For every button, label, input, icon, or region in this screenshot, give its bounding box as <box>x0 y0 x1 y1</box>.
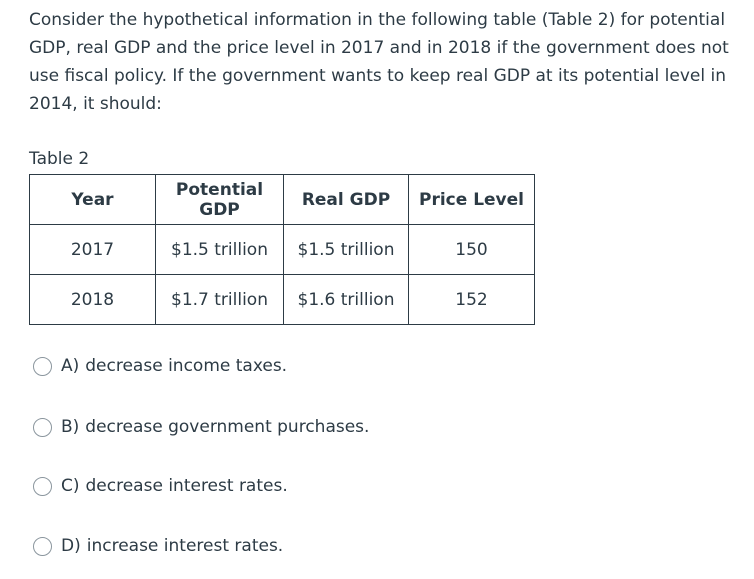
cell-year: 2018 <box>30 275 156 325</box>
header-price-level: Price Level <box>409 175 535 225</box>
table-row <box>30 275 535 325</box>
header-potential-gdp: Potential GDP <box>156 175 284 225</box>
cell-year: 2017 <box>30 225 156 275</box>
cell-price-level: 150 <box>409 225 535 275</box>
radio-button-c[interactable] <box>33 477 52 496</box>
radio-button-d[interactable] <box>33 537 52 556</box>
option-letter: C) <box>61 476 80 496</box>
table-row <box>30 225 535 275</box>
option-letter: D) <box>61 536 81 556</box>
cell-price-level: 152 <box>409 275 535 325</box>
table-caption: Table 2 <box>29 149 90 169</box>
option-c[interactable] <box>33 476 288 496</box>
option-d[interactable] <box>33 536 283 556</box>
option-text: decrease interest rates. <box>85 476 288 496</box>
option-letter: B) <box>61 417 80 437</box>
radio-button-b[interactable] <box>33 418 52 437</box>
option-b[interactable] <box>33 417 369 437</box>
cell-real-gdp: $1.6 trillion <box>284 275 409 325</box>
radio-button-a[interactable] <box>33 357 52 376</box>
option-text: decrease income taxes. <box>85 356 288 376</box>
cell-real-gdp: $1.5 trillion <box>284 225 409 275</box>
header-year: Year <box>30 175 156 225</box>
question-text: Consider the hypothetical information in the following table (Table 2) for potential GDP, real GDP and the price level in 2017 and in 2018 if the government does not use fiscal policy. If the government wants to keep real GDP at its potential level in 2014, it should: <box>29 10 729 114</box>
table-header-row <box>30 175 535 225</box>
data-table <box>29 174 535 325</box>
option-text: increase interest rates. <box>86 536 284 556</box>
cell-potential-gdp: $1.7 trillion <box>156 275 284 325</box>
option-letter: A) <box>61 356 80 376</box>
cell-potential-gdp: $1.5 trillion <box>156 225 284 275</box>
option-a[interactable] <box>33 356 287 376</box>
option-text: decrease government purchases. <box>85 417 370 437</box>
header-real-gdp: Real GDP <box>284 175 409 225</box>
